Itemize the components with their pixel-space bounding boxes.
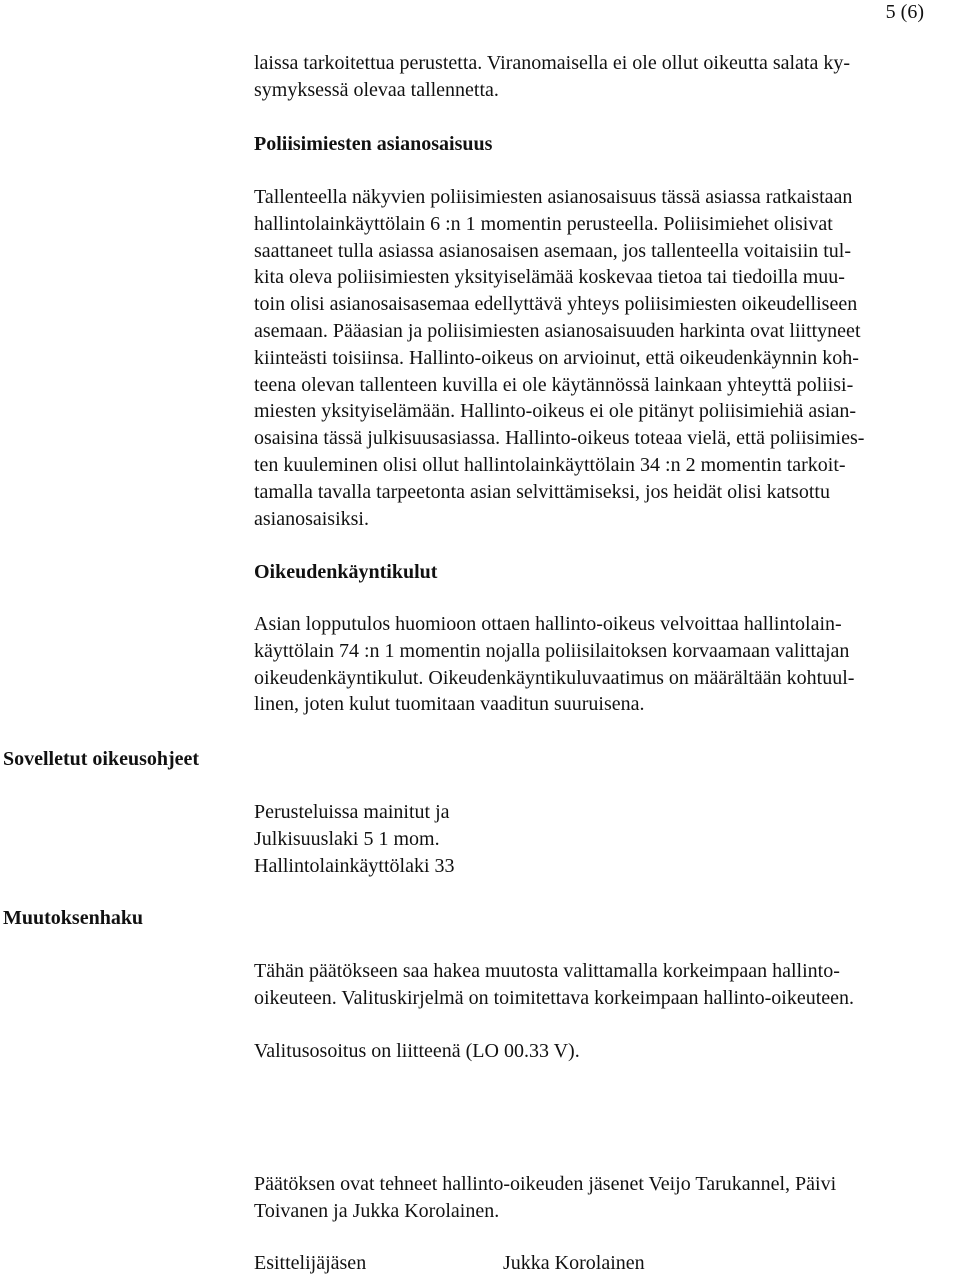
applied-law-list: [254, 799, 954, 879]
text-line: Päätöksen ovat tehneet hallinto-oikeuden jäsenet Veijo Tarukannel, Päivi: [254, 1173, 837, 1195]
text-line: oikeudenkäyntikulut. Oikeudenkäyntikuluvaatimus on määrältään kohtuul-: [254, 666, 855, 689]
text-line: saattaneet tulla asiassa asianosaisen asemaan, jos tallenteella voitaisiin tul-: [254, 239, 852, 262]
text-line: oikeuteen. Valituskirjelmä on toimitettava korkeimpaan hallinto-oikeuteen.: [254, 986, 855, 1009]
page-number: 5 (6): [885, 1, 924, 23]
text-line: asemaan. Pääasian ja poliisimiesten asianosaisuuden harkinta ovat liittyneet: [254, 319, 861, 342]
text-line: Valitusosoitus on liitteenä (LO 00.33 V).: [254, 1040, 580, 1062]
text-line: asianosaisiksi.: [254, 507, 369, 530]
text-line: käyttölain 74 :n 1 momentin nojalla poliisilaitoksen korvaamaan valittajan: [254, 639, 850, 662]
text-line: symyksessä olevaa tallennetta.: [254, 78, 499, 101]
text-line: teena olevan tallenteen kuvilla ei ole käytännössä lainkaan yhteyttä poliisi-: [254, 373, 854, 396]
list-item: Perusteluissa mainitut ja: [254, 801, 450, 823]
appeal-note: [254, 1038, 954, 1065]
text-line: Toivanen ja Jukka Korolainen.: [254, 1199, 500, 1222]
text-line: kiinteästi toisiinsa. Hallinto-oikeus on arvioinut, että oikeudenkäynnin koh-: [254, 346, 859, 369]
text-line: tamalla tavalla tarpeetonta asian selvittämiseksi, jos heidät olisi katsottu: [254, 480, 830, 503]
intro-paragraph: [254, 50, 954, 104]
section-heading-applied-law: Sovelletut oikeusohjeet: [3, 748, 200, 770]
appeal-paragraph: [254, 958, 954, 1012]
text-line: osaisina tässä julkisuusasiassa. Hallinto-oikeus toteaa vielä, että poliisimies-: [254, 427, 865, 450]
list-item: Hallintolainkäyttölaki 33: [254, 854, 455, 877]
parties-paragraph: [254, 184, 954, 532]
text-line: toin olisi asianosaisasemaa edellyttävä yhteys poliisimiesten oikeudelliseen: [254, 293, 858, 316]
text-line: kita oleva poliisimiesten yksityiselämää koskevaa tietoa tai tiedoilla muu-: [254, 266, 845, 289]
text-line: Tähän päätökseen saa hakea muutosta valittamalla korkeimpaan hallinto-: [254, 960, 840, 982]
text-line: hallintolainkäyttölain 6 :n 1 momentin perusteella. Poliisimiehet olisivat: [254, 212, 833, 235]
text-line: Asian lopputulos huomioon ottaen hallinto-oikeus velvoittaa hallintolain-: [254, 613, 842, 635]
section-heading-costs: Oikeudenkäyntikulut: [254, 561, 438, 583]
signature-row: [254, 1250, 645, 1276]
list-item: Julkisuuslaki 5 1 mom.: [254, 827, 440, 850]
section-heading-appeal: Muutoksenhaku: [3, 907, 144, 929]
section-heading-parties: Poliisimiesten asianosaisuus: [254, 133, 493, 155]
signature-name: Jukka Korolainen: [503, 1252, 645, 1274]
text-line: miesten yksityiselämään. Hallinto-oikeus ei ole pitänyt poliisimiehiä asian-: [254, 400, 857, 423]
text-line: laissa tarkoitettua perustetta. Viranomaisella ei ole ollut oikeutta salata ky-: [254, 52, 851, 74]
text-line: Tallenteella näkyvien poliisimiesten asianosaisuus tässä asiassa ratkaistaan: [254, 186, 853, 208]
signature-role: Esittelijäjäsen: [254, 1252, 367, 1274]
text-line: linen, joten kulut tuomitaan vaaditun suuruisena.: [254, 693, 645, 716]
text-line: ten kuuleminen olisi ollut hallintolainkäyttölain 34 :n 2 momentin tarkoit-: [254, 453, 846, 476]
closing-paragraph: [254, 1171, 954, 1225]
costs-paragraph: [254, 611, 954, 718]
